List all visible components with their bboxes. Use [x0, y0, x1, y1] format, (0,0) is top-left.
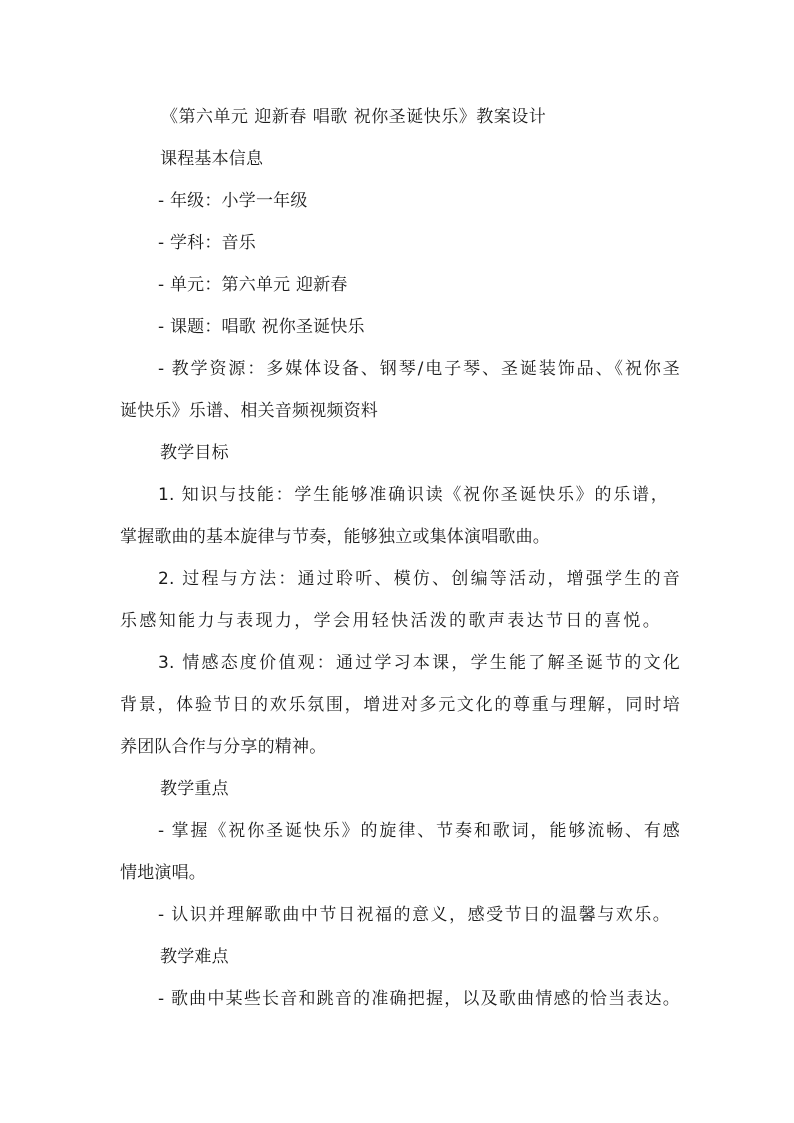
heading-objectives: 教学目标	[160, 443, 229, 463]
objective-3-line1: 3. 情感态度价值观：通过学习本课，学生能了解圣诞节的文化	[158, 653, 680, 673]
info-unit: - 单元：第六单元 迎新春	[158, 275, 348, 295]
info-grade: - 年级：小学一年级	[158, 191, 308, 211]
objective-1-line1: 1. 知识与技能：学生能够准确识读《祝你圣诞快乐》的乐谱，	[158, 485, 668, 505]
key-point-1-line1: - 掌握《祝你圣诞快乐》的旋律、节奏和歌词，能够流畅、有感	[158, 821, 680, 841]
difficulty-1: - 歌曲中某些长音和跳音的准确把握，以及歌曲情感的恰当表达。	[158, 989, 680, 1009]
info-topic: - 课题：唱歌 祝你圣诞快乐	[158, 317, 365, 337]
heading-difficulties: 教学难点	[160, 947, 229, 967]
key-point-2: - 认识并理解歌曲中节日祝福的意义，感受节日的温馨与欢乐。	[158, 905, 670, 925]
objective-2-line1: 2. 过程与方法：通过聆听、模仿、创编等活动，增强学生的音	[158, 569, 680, 589]
key-point-1-line2: 情地演唱。	[120, 863, 206, 883]
info-resources-line2: 诞快乐》乐谱、相关音频视频资料	[120, 401, 378, 421]
info-resources-line1: - 教学资源：多媒体设备、钢琴/电子琴、圣诞装饰品、《祝你圣	[158, 359, 680, 379]
heading-basic-info: 课程基本信息	[160, 149, 264, 169]
heading-key-points: 教学重点	[160, 779, 229, 799]
objective-3-line3: 养团队合作与分享的精神。	[120, 737, 327, 757]
objective-1-line2: 掌握歌曲的基本旋律与节奏，能够独立或集体演唱歌曲。	[120, 527, 550, 547]
document-title: 《第六单元 迎新春 唱歌 祝你圣诞快乐》教案设计	[161, 107, 547, 127]
objective-3-line2: 背景，体验节日的欢乐氛围，增进对多元文化的尊重与理解，同时培	[120, 695, 680, 715]
objective-2-line2: 乐感知能力与表现力，学会用轻快活泼的歌声表达节日的喜悦。	[120, 611, 660, 631]
info-subject: - 学科：音乐	[158, 233, 256, 253]
